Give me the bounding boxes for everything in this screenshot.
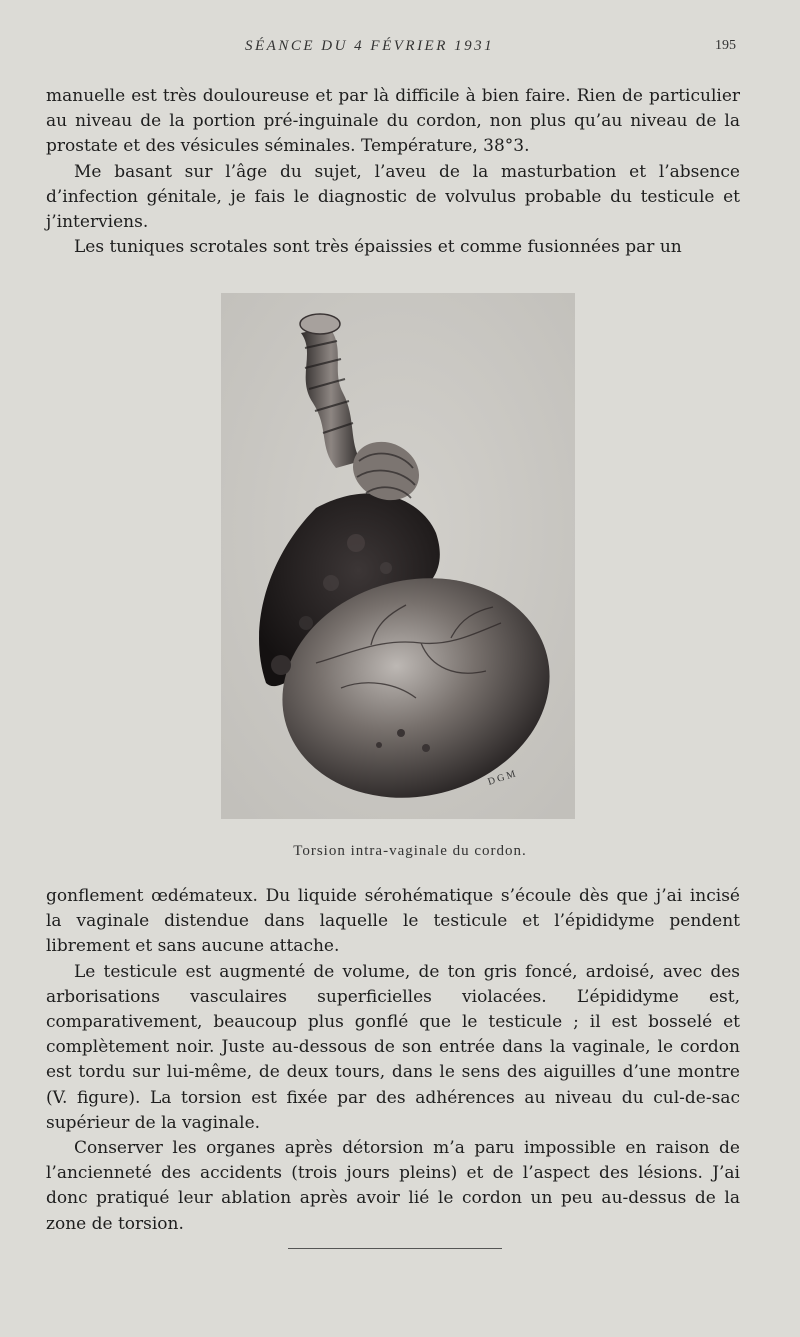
running-head-title: SÉANCE DU 4 FÉVRIER 1931 (245, 38, 495, 54)
artist-signature: D G M (486, 768, 517, 788)
footer-rule (288, 1248, 502, 1249)
paragraph: manuelle est très douloureuse et par là difficile à bien faire. Rien de particulier au niveau de la portion pré-inguinale du cordon, non plus qu’au niveau de la prostate et des vésicules séminales. Température, 38°3. (46, 86, 740, 157)
page-number: 195 (715, 38, 736, 53)
paragraph: Me basant sur l’âge du sujet, l’aveu de la masturbation et l’absence d’infection génitale, je fais le diagnostic de volvulus probable du testicule et j’interviens. (46, 161, 740, 233)
testicle-torsion-drawing (221, 293, 575, 819)
paragraph: Conserver les organes après détorsion m’a paru impossible en raison de l’ancienneté des accidents (trois jours pleins) et de l’aspect des lésions. J’ai donc pratiqué leur ablation après avoir lié le cordon un peu au-dessus de la zone de torsion. (46, 1138, 740, 1234)
paragraph: Les tuniques scrotales sont très épaissies et comme fusionnées par un (74, 237, 682, 258)
body-text-before-figure (46, 84, 740, 260)
figure-caption: Torsion intra-vaginale du cordon. (293, 843, 527, 859)
anatomical-illustration (221, 293, 575, 819)
body-text-after-figure (46, 884, 740, 1237)
paragraph: Le testicule est augmenté de volume, de ton gris foncé, ardoisé, avec des arborisations vasculaires superficielles violacées. L’épididyme est, comparativement, beaucoup plus gonflé que le testicule ; il est bosselé et complètement noir. Juste au-dessous de son entrée dans la vaginale, le cordon est tordu sur lui-même, de deux tours, dans le sens des aiguilles d’une montre (V. figure). La torsion est fixée par des adhérences au niveau du cul-de-sac supérieur de la vaginale. (46, 961, 740, 1133)
paragraph: gonflement œdémateux. Du liquide sérohématique s’écoule dès que j’ai incisé la vaginale distendue dans laquelle le testicule et l’épididyme pendent librement et sans aucune attache. (46, 886, 740, 957)
running-head (0, 38, 800, 60)
